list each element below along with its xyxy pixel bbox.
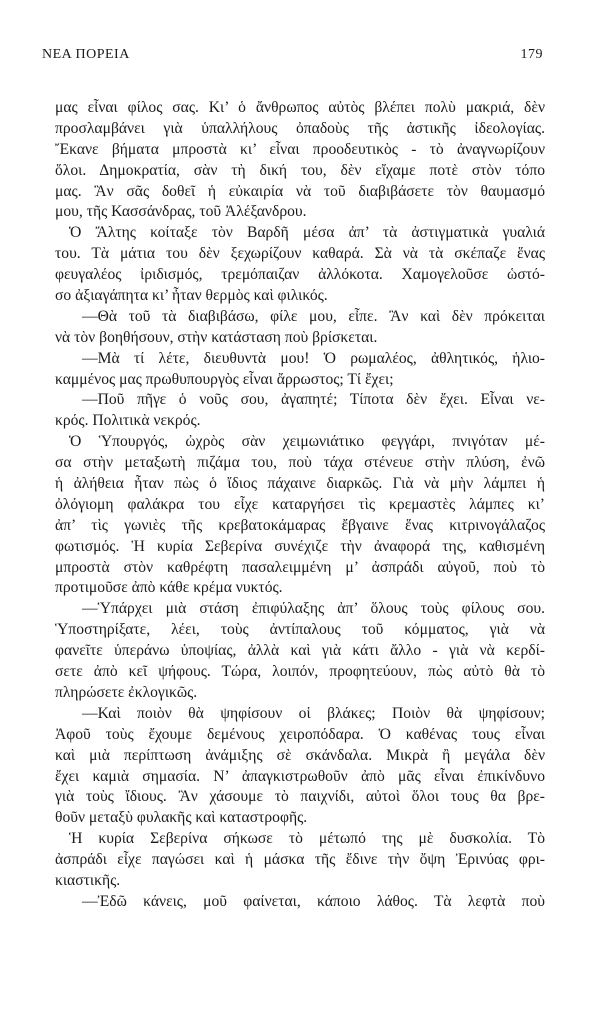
text-line: —Μὰ τί λέτε, διευθυντὰ μου! Ὁ ρωμαλέος, ἀθλητικός, ἡλιο- xyxy=(82,349,545,367)
text-line: σετε ἀπὸ κεῖ ψήφους. Τώρα, λοιπόν, προφητεύουν, πὼς αὐτὸ θὰ τὸ xyxy=(55,663,545,681)
text-line: Ἔκανε βήματα μπροστὰ κι’ εἶναι προοδευτικὸς - τὸ ἀναγνωρίζουν xyxy=(55,140,545,158)
text-line: μου, τῆς Κασσάνδρας, τοῦ Ἀλέξανδρου. xyxy=(55,203,307,221)
text-line: μας εἶναι φίλος σας. Κι’ ὁ ἄνθρωπος αὐτὸς βλέπει πολὺ μακριά, δὲν xyxy=(55,99,545,116)
text-line: προτιμοῦσε ἀπὸ κάθε κρέμα νυκτός. xyxy=(55,579,283,597)
running-head xyxy=(42,47,543,67)
text-line: μας. Ἂν σᾶς δοθεῖ ἡ εὐκαιρία νὰ τοῦ διαβιβάσετε τὸν θαυμασμό xyxy=(55,182,545,200)
text-line: Ὑποστηρίξατε, λέει, τοὺς ἀντίπαλους τοῦ κόμματος, γιὰ νὰ xyxy=(55,621,545,639)
text-line: φευγαλέος ἰριδισμός, τρεμόπαιζαν ἀλλόκοτα. Χαμογελοῦσε ὡστό- xyxy=(55,266,545,284)
text-line: Ἀφοῦ τοὺς ἔχουμε δεμένους χειροπόδαρα. Ὁ καθένας τους εἶναι xyxy=(55,725,545,743)
text-line: ἔχει καμιὰ σημασία. Ν’ ἀπαγκιστρωθοῦν ἀπὸ μᾶς εἶναι ἐπικίνδυνο xyxy=(55,767,545,785)
text-line: καὶ μιὰ περίπτωση ἀνάμιξης σὲ σκάνδαλα. Μικρὰ ἢ μεγάλα δὲν xyxy=(55,746,545,764)
text-line: —Ἐδῶ κάνεις, μοῦ φαίνεται, κάποιο λάθος. Τὰ λεφτὰ ποὺ xyxy=(82,892,545,910)
text-line: γιὰ τοὺς ἴδιους. Ἂν χάσουμε τὸ παιχνίδι, αὐτοὶ ὅλοι τους θα βρε- xyxy=(55,788,545,806)
text-line: Ὁ Ἄλτης κοίταξε τὸν Βαρδῆ μέσα ἀπ’ τὰ ἀστιγματικὰ γυαλιά xyxy=(69,224,545,242)
text-line: —Ὑπάρχει μιὰ στάση ἐπιφύλαξης ἀπ’ ὅλους τοὺς φίλους σου. xyxy=(82,600,545,618)
text-line: νὰ τὸν βοηθήσουν, στὴν κατάσταση ποὺ βρίσκεται. xyxy=(55,328,378,346)
text-line: προσλαμβάνει γιὰ ὑπαλλήλους ὀπαδοὺς τῆς ἀστικῆς ἰδεολογίας. xyxy=(55,119,545,137)
text-line: μπροστὰ στὸν καθρέφτη πασαλειμμένη μ’ ἀσπράδι αὐγοῦ, ποὺ τὸ xyxy=(55,558,545,576)
text-line: ἀπ’ τὶς γωνιὲς τῆς κρεβατοκάμαρας ἔβγαινε ἕνας κιτρινογάλαζος xyxy=(55,516,545,534)
text-line: σο ἀξιαγάπητα κι’ ἦταν θερμὸς καὶ φιλικός. xyxy=(55,287,328,305)
page-number: 179 xyxy=(520,47,543,62)
text-line: φανεῖτε ὑπεράνω ὑποψίας, ἀλλὰ καὶ γιὰ κάτι ἄλλο - γιὰ νὰ κερδί- xyxy=(55,642,545,660)
running-title: ΝΕΑ ΠΟΡΕΙΑ xyxy=(42,47,130,62)
text-line: ἡ ἀλήθεια ἦταν πὼς ὁ ἴδιος πάχαινε διαρκῶς. Γιὰ νὰ μὴν λάμπει ἡ xyxy=(55,475,545,493)
text-line: —Θὰ τοῦ τὰ διαβιβάσω, φίλε μου, εἶπε. Ἂν καὶ δὲν πρόκειται xyxy=(82,307,545,325)
text-line: ὅλοι. Δημοκρατία, σὰν τὴ δική του, δὲν εἴχαμε ποτὲ στὸν τόπο xyxy=(55,161,545,179)
text-line: σα στὴν μεταξωτὴ πιζάμα του, ποὺ τάχα στένευε στὴν πλύση, ἐνῶ xyxy=(55,454,545,472)
text-line: κιαστικῆς. xyxy=(55,871,121,889)
text-line: ὀλόγιομη φαλάκρα του εἶχε καταργήσει τὶς κρεμαστὲς λάμπες κι’ xyxy=(55,495,545,513)
text-line: Ὁ Ὑπουργός, ὠχρὸς σὰν χειμωνιάτικο φεγγάρι, πνιγόταν μέ- xyxy=(69,433,545,451)
text-line: —Ποῦ πῆγε ὁ νοῦς σου, ἀγαπητέ; Τίποτα δὲν ἔχει. Εἶναι νε- xyxy=(82,391,545,409)
text-line: —Καὶ ποιὸν θὰ ψηφίσουν οἱ βλάκες; Ποιὸν θὰ ψηφίσουν; xyxy=(82,704,545,722)
text-line: του. Τὰ μάτια του δὲν ξεχωρίζουν καθαρά. Σὰ νὰ τὰ σκέπαζε ἕνας xyxy=(55,245,545,263)
text-line: κρός. Πολιτικὰ νεκρός. xyxy=(55,412,201,430)
text-line: πληρώσετε ἐκλογικῶς. xyxy=(55,683,198,701)
body-text xyxy=(55,98,545,913)
text-line: ἀσπράδι εἶχε παγώσει καὶ ἡ μάσκα τῆς ἔδινε τὴν ὄψη Ἐρινύας φρι- xyxy=(55,851,545,869)
text-line: καμμένος μας πρωθυπουργὸς εἶναι ἄρρωστος; Τί ἔχει; xyxy=(55,370,394,388)
text-line: θοῦν μεταξὺ φυλακῆς καὶ καταστροφῆς. xyxy=(55,809,308,827)
text-line: φωτισμός. Ἡ κυρία Σεβερίνα συνέχιζε τὴν ἀναφορά της, καθισμένη xyxy=(55,537,545,555)
text-line: Ἡ κυρία Σεβερίνα σήκωσε τὸ μέτωπό της μὲ δυσκολία. Τὸ xyxy=(69,830,545,848)
